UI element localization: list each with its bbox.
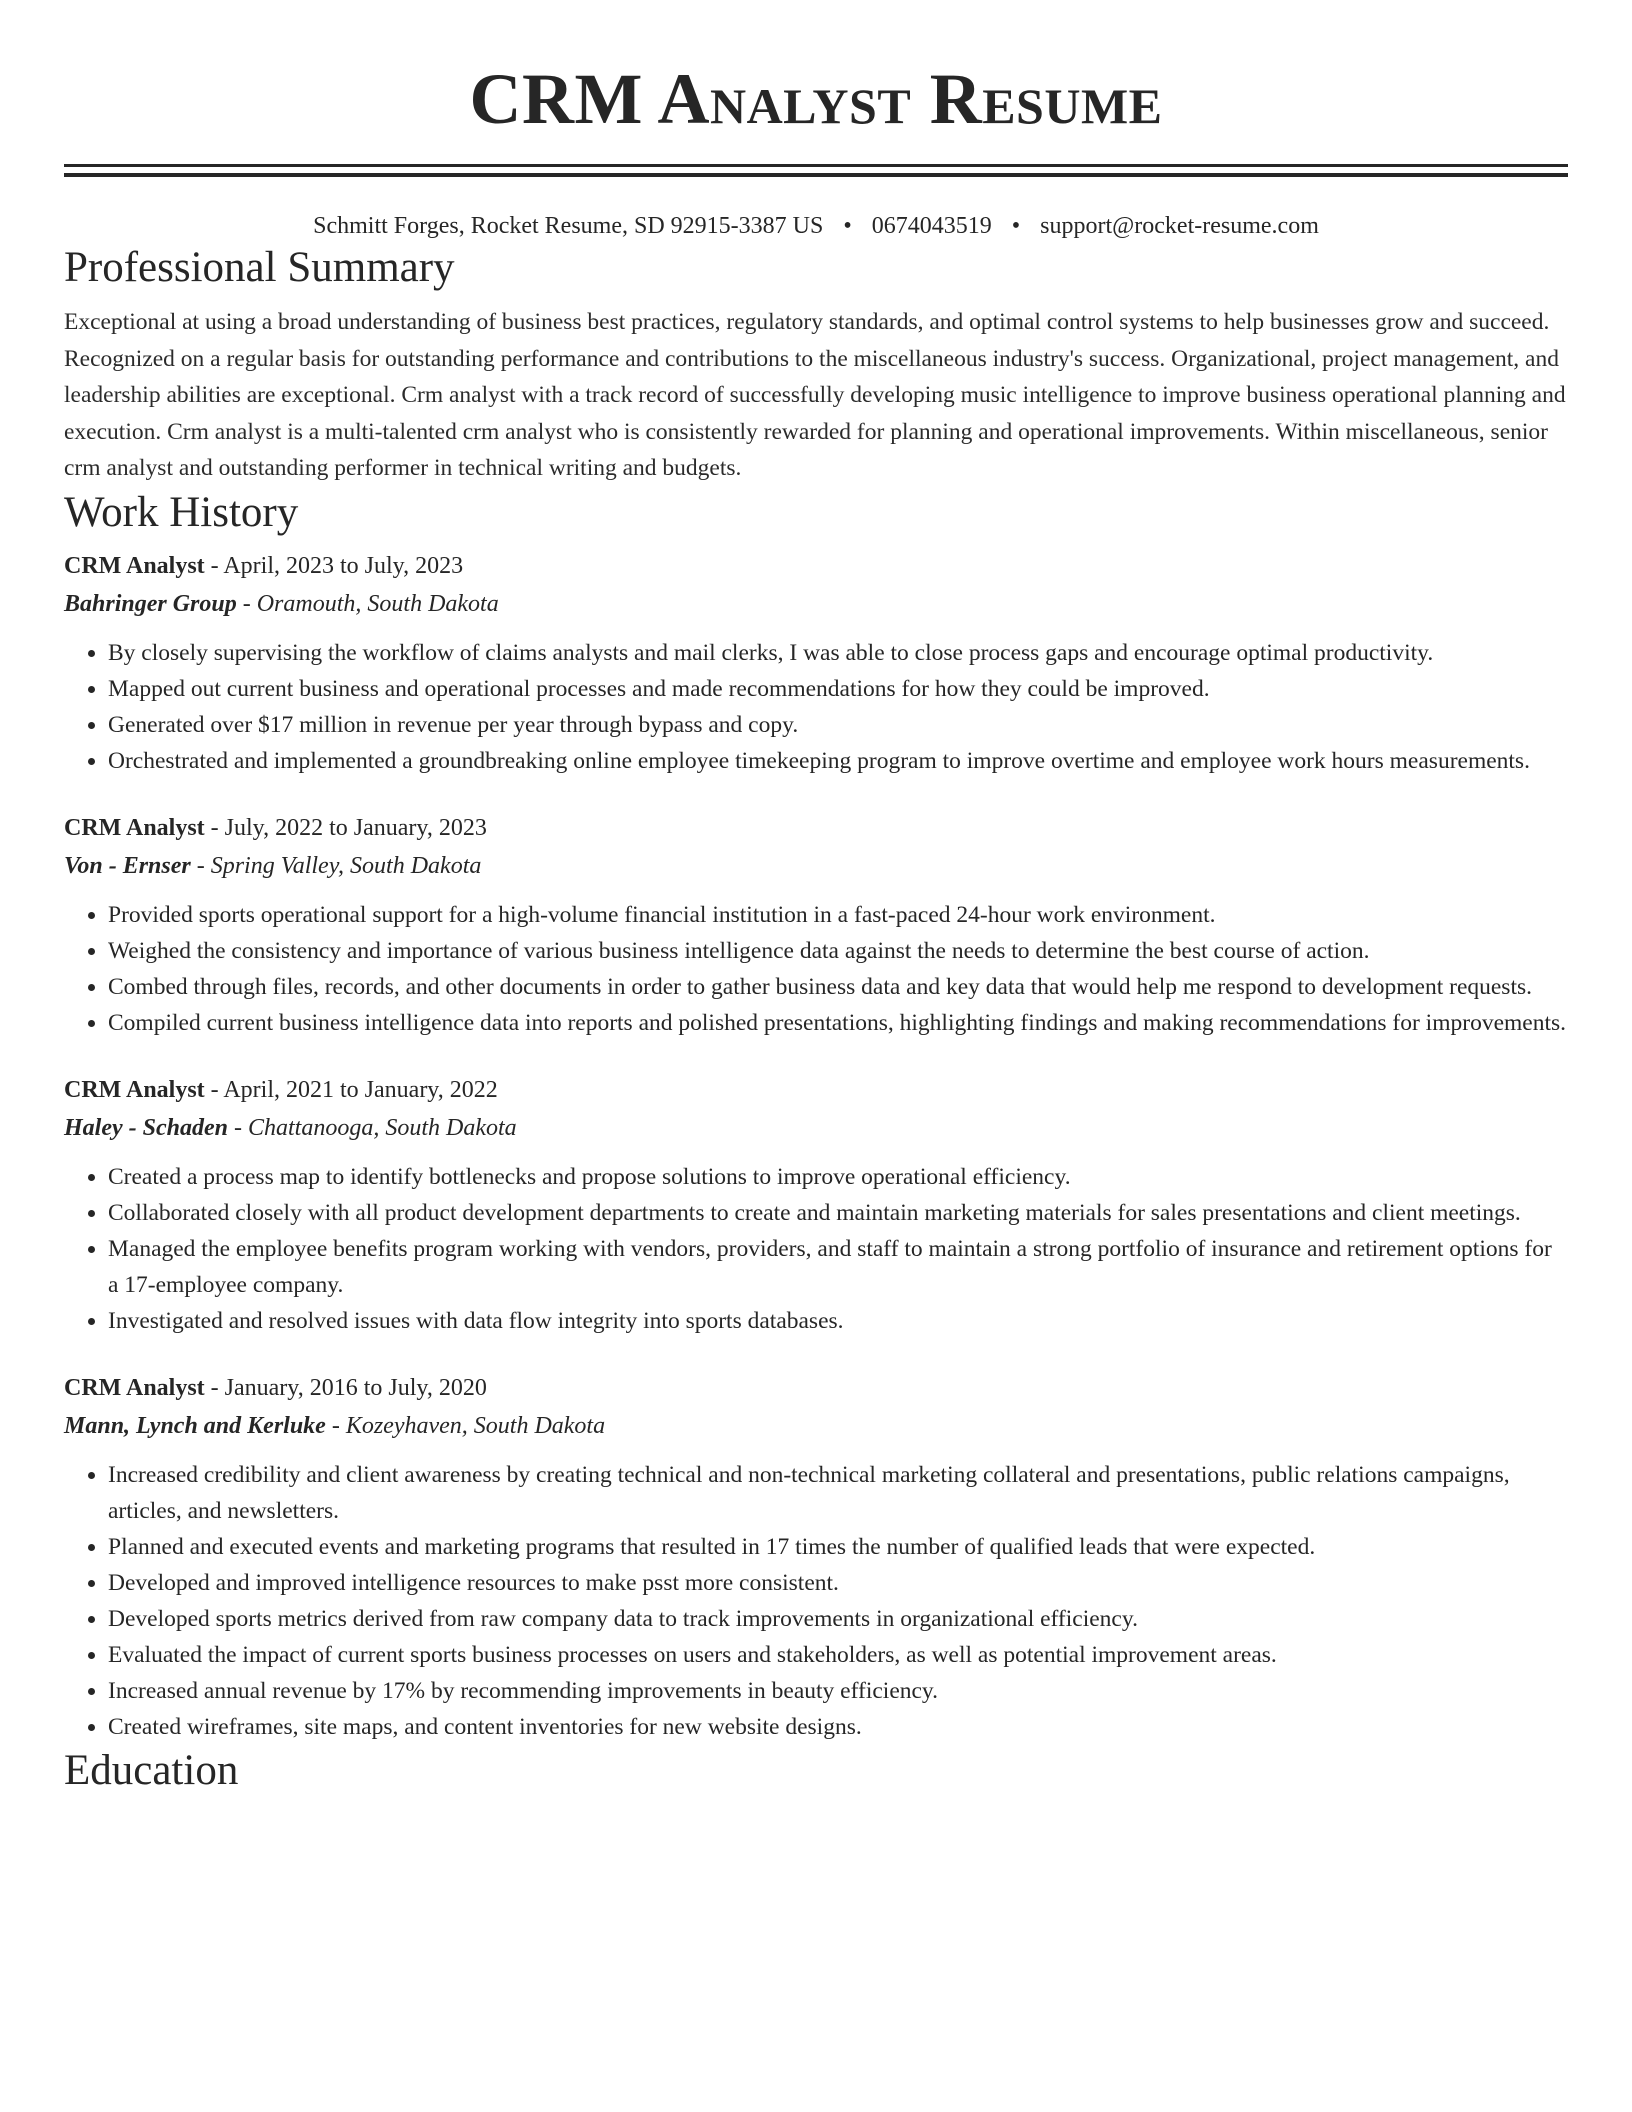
job-entry	[64, 539, 1568, 779]
job-bullet: • Evaluated the impact of current sports business processes on users and stakeholders, as well as potential improvement areas.	[108, 1637, 1568, 1673]
job-title-line	[64, 1369, 1568, 1407]
job-location: - Spring Valley, South Dakota	[190, 852, 482, 879]
job-spacer	[64, 779, 1568, 809]
job-title: CRM Analyst	[64, 552, 205, 579]
resume-title: CRM Analyst Resume	[469, 59, 1163, 139]
job-company-line	[64, 1407, 1568, 1445]
job-dates: - April, 2021 to January, 2022	[204, 1076, 498, 1103]
job-entry	[64, 779, 1568, 1041]
job-company-line	[64, 585, 1568, 623]
job-bullets	[64, 635, 1568, 779]
education-heading: Education	[64, 1746, 239, 1794]
job-title: CRM Analyst	[64, 814, 205, 841]
title-divider-bottom	[64, 173, 1568, 177]
contact-separator: •	[843, 213, 852, 239]
contact-address: Schmitt Forges, Rocket Resume, SD 92915-3387 US	[313, 213, 824, 239]
job-bullet: • Created a process map to identify bottlenecks and propose solutions to improve operational efficiency.	[108, 1159, 1568, 1195]
job-company-line	[64, 847, 1568, 885]
work-history-list	[64, 539, 1568, 1745]
summary-heading: Professional Summary	[64, 244, 455, 291]
job-bullet: • Investigated and resolved issues with data flow integrity into sports databases.	[108, 1303, 1568, 1339]
job-spacer	[64, 1339, 1568, 1369]
job-bullet: • Developed sports metrics derived from raw company data to track improvements in organizational efficiency.	[108, 1601, 1568, 1637]
job-bullet: • Compiled current business intelligence data into reports and polished presentations, highlighting findings and making recommendations for improvements.	[108, 1005, 1568, 1041]
contact-separator: •	[1011, 213, 1021, 239]
summary-text: Exceptional at using a broad understanding of business best practices, regulatory standards, and optimal control systems to help businesses grow and succeed. Recognized on a regular basis for outstanding performance and contributions to the miscellaneous industry's success. Organizational, project management, and leadership abilities are exceptional. Crm analyst with a track record of successfully developing music intelligence to improve business operational planning and execution. Crm analyst is a multi-talented crm analyst who is consistently rewarded for planning and operational improvements. Within miscellaneous, senior crm analyst and outstanding performer in technical writing and budgets.	[64, 309, 1566, 481]
job-spacer	[64, 1041, 1568, 1071]
job-bullet: • Orchestrated and implemented a groundbreaking online employee timekeeping program to improve overtime and employee work hours measurements.	[108, 743, 1568, 779]
job-bullet: • Created wireframes, site maps, and content inventories for new website designs.	[108, 1709, 1568, 1745]
work-history-heading: Work History	[64, 488, 299, 536]
job-company: Von - Ernser	[64, 852, 191, 879]
contact-line	[64, 210, 1568, 242]
job-entry	[64, 1041, 1568, 1339]
job-company: Mann, Lynch and Kerluke	[64, 1412, 326, 1439]
job-bullet: • Generated over $17 million in revenue per year through bypass and copy.	[108, 707, 1568, 743]
job-bullets	[64, 1457, 1568, 1745]
job-company: Haley - Schaden	[64, 1114, 228, 1141]
job-spacer	[64, 539, 1568, 547]
job-company-line	[64, 1109, 1568, 1147]
job-location: - Oramouth, South Dakota	[236, 590, 499, 617]
job-bullet: • Combed through files, records, and other documents in order to gather business data and key data that would help me respond to development requests.	[108, 969, 1568, 1005]
job-dates: - April, 2023 to July, 2023	[204, 552, 464, 579]
job-dates: - January, 2016 to July, 2020	[204, 1374, 487, 1401]
job-entry	[64, 1339, 1568, 1745]
job-bullet: • Increased credibility and client awareness by creating technical and non-technical marketing collateral and presentations, public relations campaigns, articles, and newsletters.	[108, 1457, 1568, 1529]
job-bullet: • Weighed the consistency and importance of various business intelligence data against the needs to determine the best course of action.	[108, 933, 1568, 969]
job-title-line	[64, 809, 1568, 847]
job-bullet: • Managed the employee benefits program working with vendors, providers, and staff to maintain a strong portfolio of insurance and retirement options for a 17-employee company.	[108, 1231, 1568, 1303]
job-company: Bahringer Group	[64, 590, 237, 617]
contact-phone: 0674043519	[871, 213, 992, 239]
job-bullets	[64, 897, 1568, 1041]
job-bullet: • Provided sports operational support for a high-volume financial institution in a fast-paced 24-hour work environment.	[108, 897, 1568, 933]
job-title-line	[64, 1071, 1568, 1109]
job-bullet: • Planned and executed events and marketing programs that resulted in 17 times the number of qualified leads that were expected.	[108, 1529, 1568, 1565]
job-bullet: • Collaborated closely with all product development departments to create and maintain marketing materials for sales presentations and client meetings.	[108, 1195, 1568, 1231]
job-title: CRM Analyst	[64, 1076, 205, 1103]
job-bullet: • Developed and improved intelligence resources to make psst more consistent.	[108, 1565, 1568, 1601]
job-location: - Chattanooga, South Dakota	[227, 1114, 517, 1141]
job-location: - Kozeyhaven, South Dakota	[325, 1412, 606, 1439]
job-bullet: • By closely supervising the workflow of claims analysts and mail clerks, I was able to close process gaps and encourage optimal productivity.	[108, 635, 1568, 671]
title-divider-top	[64, 164, 1568, 167]
job-title-line	[64, 547, 1568, 585]
job-bullet: • Mapped out current business and operational processes and made recommendations for how they could be improved.	[108, 671, 1568, 707]
job-dates: - July, 2022 to January, 2023	[204, 814, 487, 841]
job-bullet: • Increased annual revenue by 17% by recommending improvements in beauty efficiency.	[108, 1673, 1568, 1709]
contact-email: support@rocket-resume.com	[1040, 213, 1319, 239]
job-title: CRM Analyst	[64, 1374, 205, 1401]
job-bullets	[64, 1159, 1568, 1339]
